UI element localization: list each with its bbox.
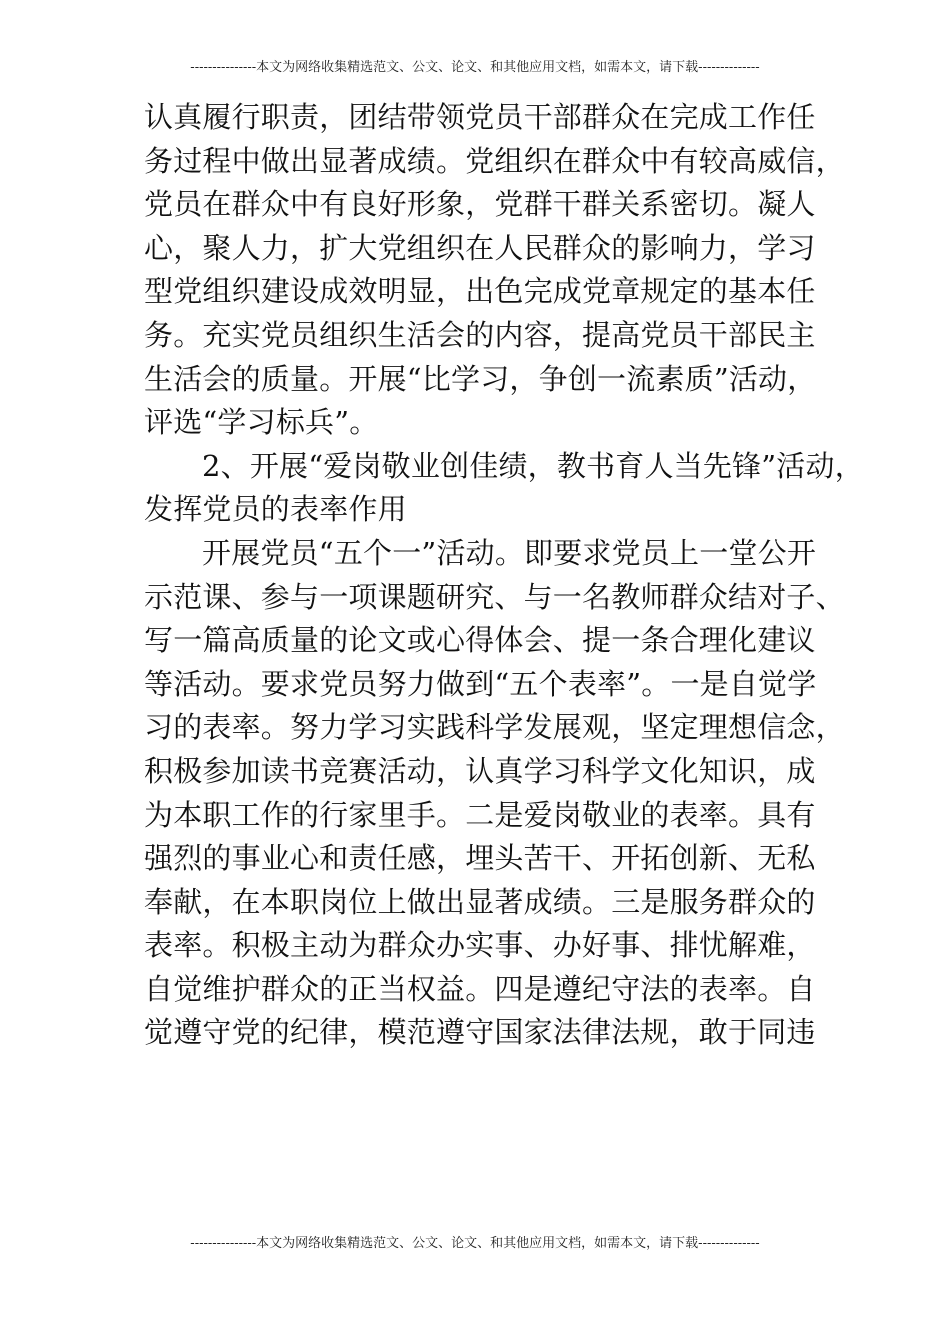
text-line: 等活动。要求党员努力做到“五个表率”。一是自觉学 (144, 666, 817, 701)
text-line: 自觉维护群众的正当权益。四是遵纪守法的表率。自 (144, 971, 816, 1006)
footer-banner: ---------------本文为网络收集精选范文、公文、论文、和其他应用文档，如需本文，请下载-------------- (190, 1236, 760, 1251)
header-banner: ---------------本文为网络收集精选范文、公文、论文、和其他应用文档，如需本文，请下载-------------- (190, 60, 760, 75)
text-line: 评选“学习标兵”。 (144, 405, 379, 440)
section-heading-line: 2、开展“爱岗敬业创佳绩，教书育人当先锋”活动， (202, 448, 864, 483)
text-line: 觉遵守党的纪律，模范遵守国家法律法规，敢于同违 (144, 1015, 816, 1050)
text-line: 奉献，在本职岗位上做出显著成绩。三是服务群众的 (144, 884, 816, 919)
text-line: 写一篇高质量的论文或心得体会、提一条合理化建议 (144, 623, 816, 658)
text-line: 党员在群众中有良好形象，党群干群关系密切。凝人 (144, 187, 816, 222)
text-line: 生活会的质量。开展“比学习，争创一流素质”活动， (144, 361, 817, 396)
text-line: 心，聚人力，扩大党组织在人民群众的影响力，学习 (144, 230, 816, 265)
section-heading-line: 发挥党员的表率作用 (144, 492, 407, 527)
text-line: 积极参加读书竞赛活动，认真学习科学文化知识，成 (144, 753, 816, 788)
text-line: 习的表率。努力学习实践科学发展观，坚定理想信念， (144, 710, 845, 745)
text-line: 表率。积极主动为群众办实事、办好事、排忧解难， (144, 928, 816, 963)
text-line: 强烈的事业心和责任感，埋头苦干、开拓创新、无私 (144, 841, 816, 876)
text-line: 务。充实党员组织生活会的内容，提高党员干部民主 (144, 317, 816, 352)
text-line: 认真履行职责，团结带领党员干部群众在完成工作任 (144, 100, 816, 134)
text-line: 为本职工作的行家里手。二是爱岗敬业的表率。具有 (144, 797, 816, 832)
text-line: 型党组织建设成效明显，出色完成党章规定的基本任 (144, 274, 816, 309)
paragraph-start-line: 开展党员“五个一”活动。即要求党员上一堂公开 (202, 535, 817, 570)
text-line: 示范课、参与一项课题研究、与一名教师群众结对子、 (144, 579, 845, 614)
document-body (144, 96, 864, 1055)
text-line: 务过程中做出显著成绩。党组织在群众中有较高威信， (144, 143, 845, 178)
